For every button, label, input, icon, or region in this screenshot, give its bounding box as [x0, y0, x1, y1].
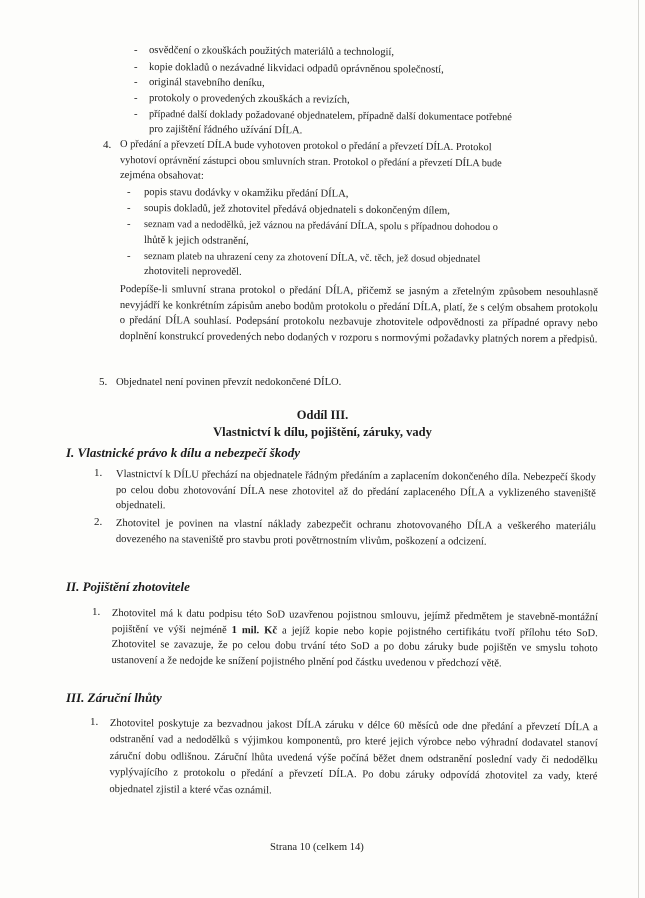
bullet-dash: -: [134, 93, 138, 104]
paragraph: Vlastnictví k DÍLU přechází na objednatele řádným předáním a zaplacením dokončeného díla. Nebezpečí škody po celou dobu zhotovování DÍLA nese zhotovitel až do předání zaplaceného DÍLA a vyklizeného staveniště objednateli.: [115, 468, 596, 512]
list-item: originál stavebního deníku,: [148, 77, 265, 90]
item-number: 1.: [92, 606, 101, 618]
list-item-continuation: lhůtě k jejich odstranění,: [143, 235, 249, 247]
page-footer: Strana 10 (celkem 14): [270, 842, 364, 853]
list-item: protokoly o provedených zkouškách a revizích,: [148, 93, 350, 106]
bullet-dash: -: [134, 62, 138, 73]
item-number: 2.: [94, 516, 103, 528]
subsection-heading: II. Pojištění zhotovitele: [66, 579, 190, 594]
bullet-dash: -: [134, 109, 138, 120]
list-item: případné další doklady požadované objednatelem, případně další dokumentace potřebné: [148, 109, 512, 124]
insured-amount: 1 mil. Kč: [231, 624, 278, 637]
item-number: 4.: [103, 139, 112, 151]
paragraph: Zhotovitel poskytuje za bezvadnou jakost DÍLA záruku v délce 60 měsíců ode dne předání a převzetí DÍLA a odstranění vad a nedodělků s výjimkou komponentů, pro které jejich výrobce nebo výhradní dodavatel stanoví záruční dobu odlišnou. Záruční lhůta uvedená výše počíná běžet dnem odstranění poslední vady či nedodělku vyplývajícího z protokolu o předání a převzetí DÍLA. Po dobu záruky odpovídá zhotovitel za vady, které objednatel zjistil a které včas oznámil.: [109, 717, 598, 797]
bullet-dash: -: [127, 219, 131, 230]
paragraph-line: zejména obsahovat:: [119, 170, 204, 182]
page-edge-line: [638, 0, 639, 898]
subsection-heading: III. Záruční lhůty: [66, 690, 162, 705]
item-number: 5.: [99, 376, 108, 388]
paragraph-text: a jejíž kopie nebo kopie pojistného certifikátu tvoří přílohu této SoD. Zhotovitel se zavazuje, že po celou dobu trvání této SoD a po dobu záruky bude pojištěn ve smyslu tohoto ustanovení a že nedojde ke snížení pojistného plnění pod částku uvedenou v předchozí větě.: [111, 625, 598, 670]
paragraph-line: O předání a převzetí DÍLA bude vyhotoven protokol o předání a převzetí DÍLA. Protokol: [119, 139, 492, 154]
list-item: seznam vad a nedodělků, jež váznou na předávání DÍLA, spolu s případnou dohodou o: [143, 219, 498, 234]
paragraph: Podepíše-li smluvní strana protokol o předání DÍLA, přičemž se jasným a zřetelným způsobem nesouhlasně nevyjádří ke konkrétním zápisům anebo bodům protokolu o předání DÍLA, platí, že s celým obsahem protokolu o předání DÍLA souhlasí. Podepsání protokolu nezbavuje zhotovitele odpovědnosti za případné opravy nebo doplnění konstrukcí provedených nebo dodaných v rozporu s normovými požadavky platných norem a předpisů.: [119, 283, 598, 346]
list-item: seznam plateb na uhrazení ceny za zhotovení DÍLA, vč. těch, jež dosud objednatel: [143, 251, 481, 265]
bullet-dash: -: [127, 251, 131, 262]
paragraph-line: Objednatel není povinen převzít nedokončené DÍLO.: [116, 377, 342, 388]
item-number: 1.: [94, 467, 103, 479]
list-item: popis stavu dodávky v okamžiku předání DÍLA,: [143, 187, 349, 200]
list-item: osvědčení o zkouškách použitých materiálů a technologií,: [148, 45, 395, 59]
section-subtitle: Vlastnictví k dílu, pojištění, záruky, vady: [213, 425, 432, 439]
paragraph: [111, 606, 598, 673]
list-item: soupis dokladů, jež zhotovitel předává objednateli s dokončeným dílem,: [143, 203, 451, 217]
paragraph: Zhotovitel je povinen na vlastní náklady zabezpečit ochranu zhotovovaného DÍLA a veškerého materiálu dovezeného na staveniště pro stavbu proti povětrnostním vlivům, poškození a odcizení.: [115, 517, 596, 548]
bullet-dash: -: [127, 203, 131, 214]
list-item-continuation: zhotoviteli neproveděl.: [143, 266, 242, 278]
section-title: Oddíl III.: [296, 408, 349, 422]
bullet-dash: -: [127, 187, 131, 198]
paragraph-text: Zhotovitel má k datu podpisu této SoD uzavřenou pojistnou smlouvu, jejímž předmětem je stavebně-montážní pojištění ve výši nejméně: [111, 607, 598, 636]
list-item-continuation: pro zajištění řádného užívání DÍLA.: [148, 124, 303, 137]
bullet-dash: -: [134, 45, 138, 56]
subsection-heading: I. Vlastnické právo k dílu a nebezpečí škody: [66, 445, 300, 460]
list-item: kopie dokladů o nezávadné likvidaci odpadů oprávněnou společností,: [148, 62, 444, 76]
bullet-dash: -: [134, 77, 138, 88]
paragraph-line: vyhotoví oprávnění zástupci obou smluvních stran. Protokol o předání a převzetí DÍLA bude: [119, 155, 502, 170]
item-number: 1.: [90, 716, 99, 728]
